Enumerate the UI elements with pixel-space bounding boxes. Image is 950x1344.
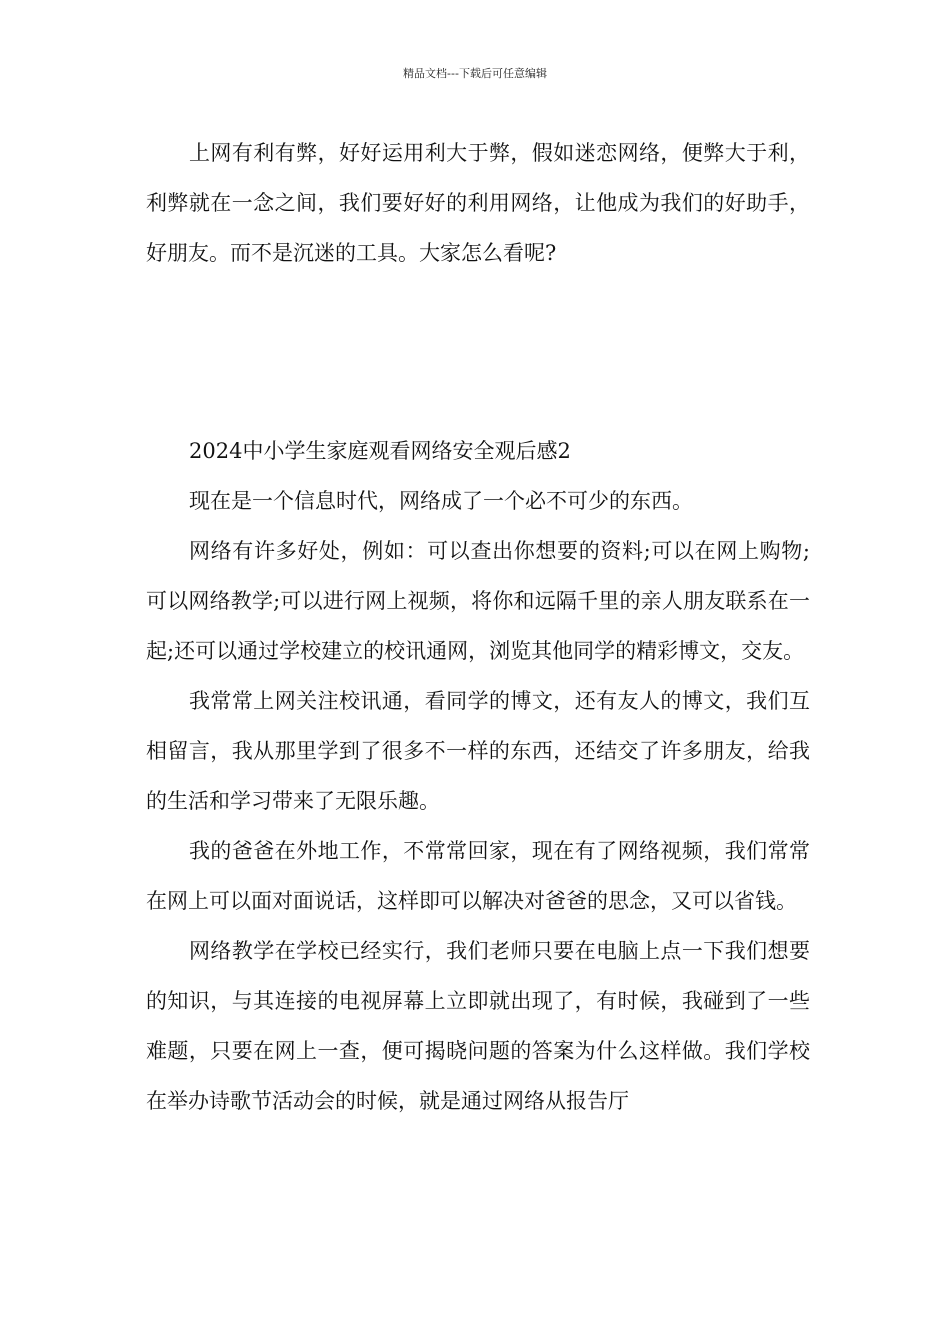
body-paragraph: 我常常上网关注校讯通，看同学的博文，还有友人的博文，我们互相留言，我从那里学到了很多不一样的东西，还结交了许多朋友，给我的生活和学习带来了无限乐趣。 xyxy=(146,689,810,813)
section-title: 2024中小学生家庭观看网络安全观后感2 xyxy=(189,439,571,463)
document-body-top xyxy=(146,128,810,278)
document-section xyxy=(146,426,810,1126)
page-header: 精品文档---下载后可任意编辑 xyxy=(403,67,547,80)
body-paragraph: 上网有利有弊，好好运用利大于弊，假如迷恋网络，便弊大于利，利弊就在一念之间，我们要好好的利用网络，让他成为我们的好助手，好朋友。而不是沉迷的工具。大家怎么看呢? xyxy=(146,141,810,265)
body-paragraph: 网络教学在学校已经实行，我们老师只要在电脑上点一下我们想要的知识，与其连接的电视屏幕上立即就出现了，有时候，我碰到了一些难题，只要在网上一查，便可揭晓问题的答案为什么这样做。我们学校在举办诗歌节活动会的时候，就是通过网络从报告厅 xyxy=(146,939,810,1113)
body-paragraph: 现在是一个信息时代，网络成了一个必不可少的东西。 xyxy=(189,489,693,513)
body-paragraph: 我的爸爸在外地工作，不常常回家，现在有了网络视频，我们常常在网上可以面对面说话，这样即可以解决对爸爸的思念，又可以省钱。 xyxy=(146,839,810,913)
body-paragraph: 网络有许多好处，例如：可以查出你想要的资料;可以在网上购物;可以网络教学;可以进行网上视频，将你和远隔千里的亲人朋友联系在一起;还可以通过学校建立的校讯通网，浏览其他同学的精彩博文，交友。 xyxy=(146,539,810,663)
